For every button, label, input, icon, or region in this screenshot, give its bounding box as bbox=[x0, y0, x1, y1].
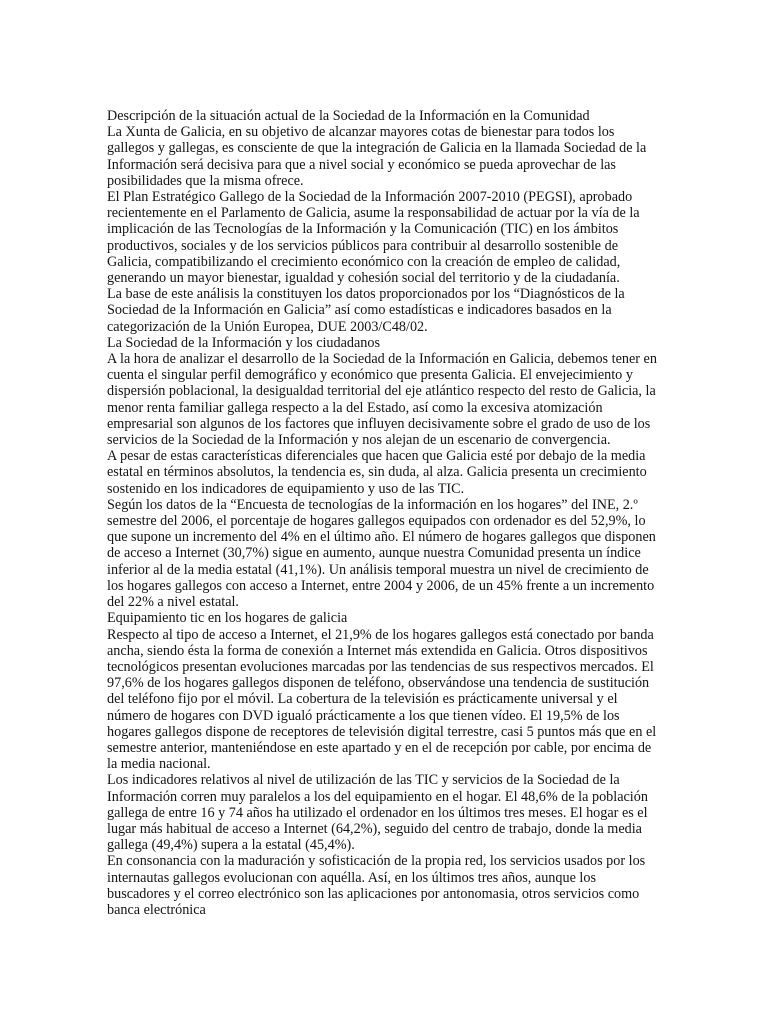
paragraph-acceso-internet: Respecto al tipo de acceso a Internet, el 21,9% de los hogares gallegos está conectado por banda ancha, siendo ésta la forma de conexión a Internet más extendida en Galicia. Otros dispositivos tecnológicos presentan evoluciones marcadas por las tendencias de sus respectivos mercados. El 97,6% de los hogares gallegos disponen de teléfono, observándose una tendencia de sustitución del teléfono fijo por el móvil. La cobertura de la televisión es prácticamente universal y el número de hogares con DVD igualó prácticamente a los que tienen vídeo. El 19,5% de los hogares gallegos dispone de receptores de televisión digital terrestre, casi 5 puntos más que en el semestre anterior, manteniéndose en este apartado y en el de recepción por cable, por encima de la media nacional. bbox=[107, 626, 657, 773]
paragraph-caracteristicas: A pesar de estas características diferenciales que hacen que Galicia esté por debajo de la media estatal en términos absolutos, la tendencia es, sin duda, al alza. Galicia presenta un crecimiento sostenido en los indicadores de equipamiento y uso de las TIC. bbox=[107, 448, 647, 497]
paragraph-intro: La Xunta de Galicia, en su objetivo de alcanzar mayores cotas de bienestar para todos los gallegos y gallegas, es consciente de que la integración de Galicia en la llamada Sociedad de la Información será decisiva para que a nivel social y económico se pueda aprovechar de las posibilidades que la misma ofrece. bbox=[107, 124, 647, 189]
paragraph-perfil-demografico: A la hora de analizar el desarrollo de la Sociedad de la Información en Galicia, debemos tener en cuenta el singular perfil demográfico y económico que presenta Galicia. El envejecimiento y dispersión poblacional, la desigualdad territorial del eje atlántico respecto del resto de Galicia, la menor renta familiar gallega respecto a la del Estado, así como la excesiva atomización empresarial son algunos de los factores que influyen decisivamente sobre el grado de uso de los servicios de la Sociedad de la Información y nos alejan de un escenario de convergencia. bbox=[107, 351, 657, 449]
paragraph-pegsi: El Plan Estratégico Gallego de la Sociedad de la Información 2007-2010 (PEGSI), aprobado recientemente en el Parlamento de Galicia, asume la responsabilidad de actuar por la vía de la implicación de las Tecnologías de la Información y la Comunicación (TIC) en los ámbitos productivos, sociales y de los servicios públicos para contribuir al desarrollo sostenible de Galicia, compatibilizando el crecimiento económico con la creación de empleo de calidad, generando un mayor bienestar, igualdad y cohesión social del territorio y de la ciudadanía. bbox=[107, 189, 640, 287]
paragraph-encuesta-ine: Según los datos de la “Encuesta de tecnologías de la información en los hogares” del INE, 2.º semestre del 2006, el porcentaje de hogares gallegos equipados con ordenador es del 52,9%, lo que supone un incremento del 4% en el último año. El número de hogares gallegos que disponen de acceso a Internet (30,7%) sigue en aumento, aunque nuestra Comunidad presenta un índice inferior al de la media estatal (41,1%). Un análisis temporal muestra un nivel de crecimiento de los hogares gallegos con acceso a Internet, entre 2004 y 2006, de un 45% frente a un incremento del 22% a nivel estatal. bbox=[107, 496, 656, 611]
section-heading-ciudadanos: La Sociedad de la Información y los ciudadanos bbox=[107, 334, 381, 351]
document-page bbox=[107, 108, 659, 918]
paragraph-base-analisis: La base de este análisis la constituyen los datos proporcionados por los “Diagnósticos de la Sociedad de la Información en Galicia” así como estadísticas e indicadores basados en la categorización de la Unión Europea, DUE 2003/C48/02. bbox=[107, 286, 625, 335]
paragraph-indicadores: Los indicadores relativos al nivel de utilización de las TIC y servicios de la Sociedad de la Información corren muy paralelos a los del equipamiento en el hogar. El 48,6% de la población gallega de entre 16 y 74 años ha utilizado el ordenador en los últimos tres meses. El hogar es el lugar más habitual de acceso a Internet (64,2%), seguido del centro de trabajo, donde la media gallega (49,4%) supera a la estatal (45,4%). bbox=[107, 772, 648, 854]
document-title: Descripción de la situación actual de la Sociedad de la Información en la Comunidad bbox=[107, 108, 590, 124]
paragraph-servicios: En consonancia con la maduración y sofisticación de la propia red, los servicios usados por los internautas gallegos evolucionan con aquélla. Así, en los últimos tres años, aunque los buscadores y el correo electrónico son las aplicaciones por antonomasia, otros servicios como banca electrónica bbox=[107, 853, 646, 918]
section-heading-equipamiento: Equipamiento tic en los hogares de galicia bbox=[107, 610, 348, 627]
